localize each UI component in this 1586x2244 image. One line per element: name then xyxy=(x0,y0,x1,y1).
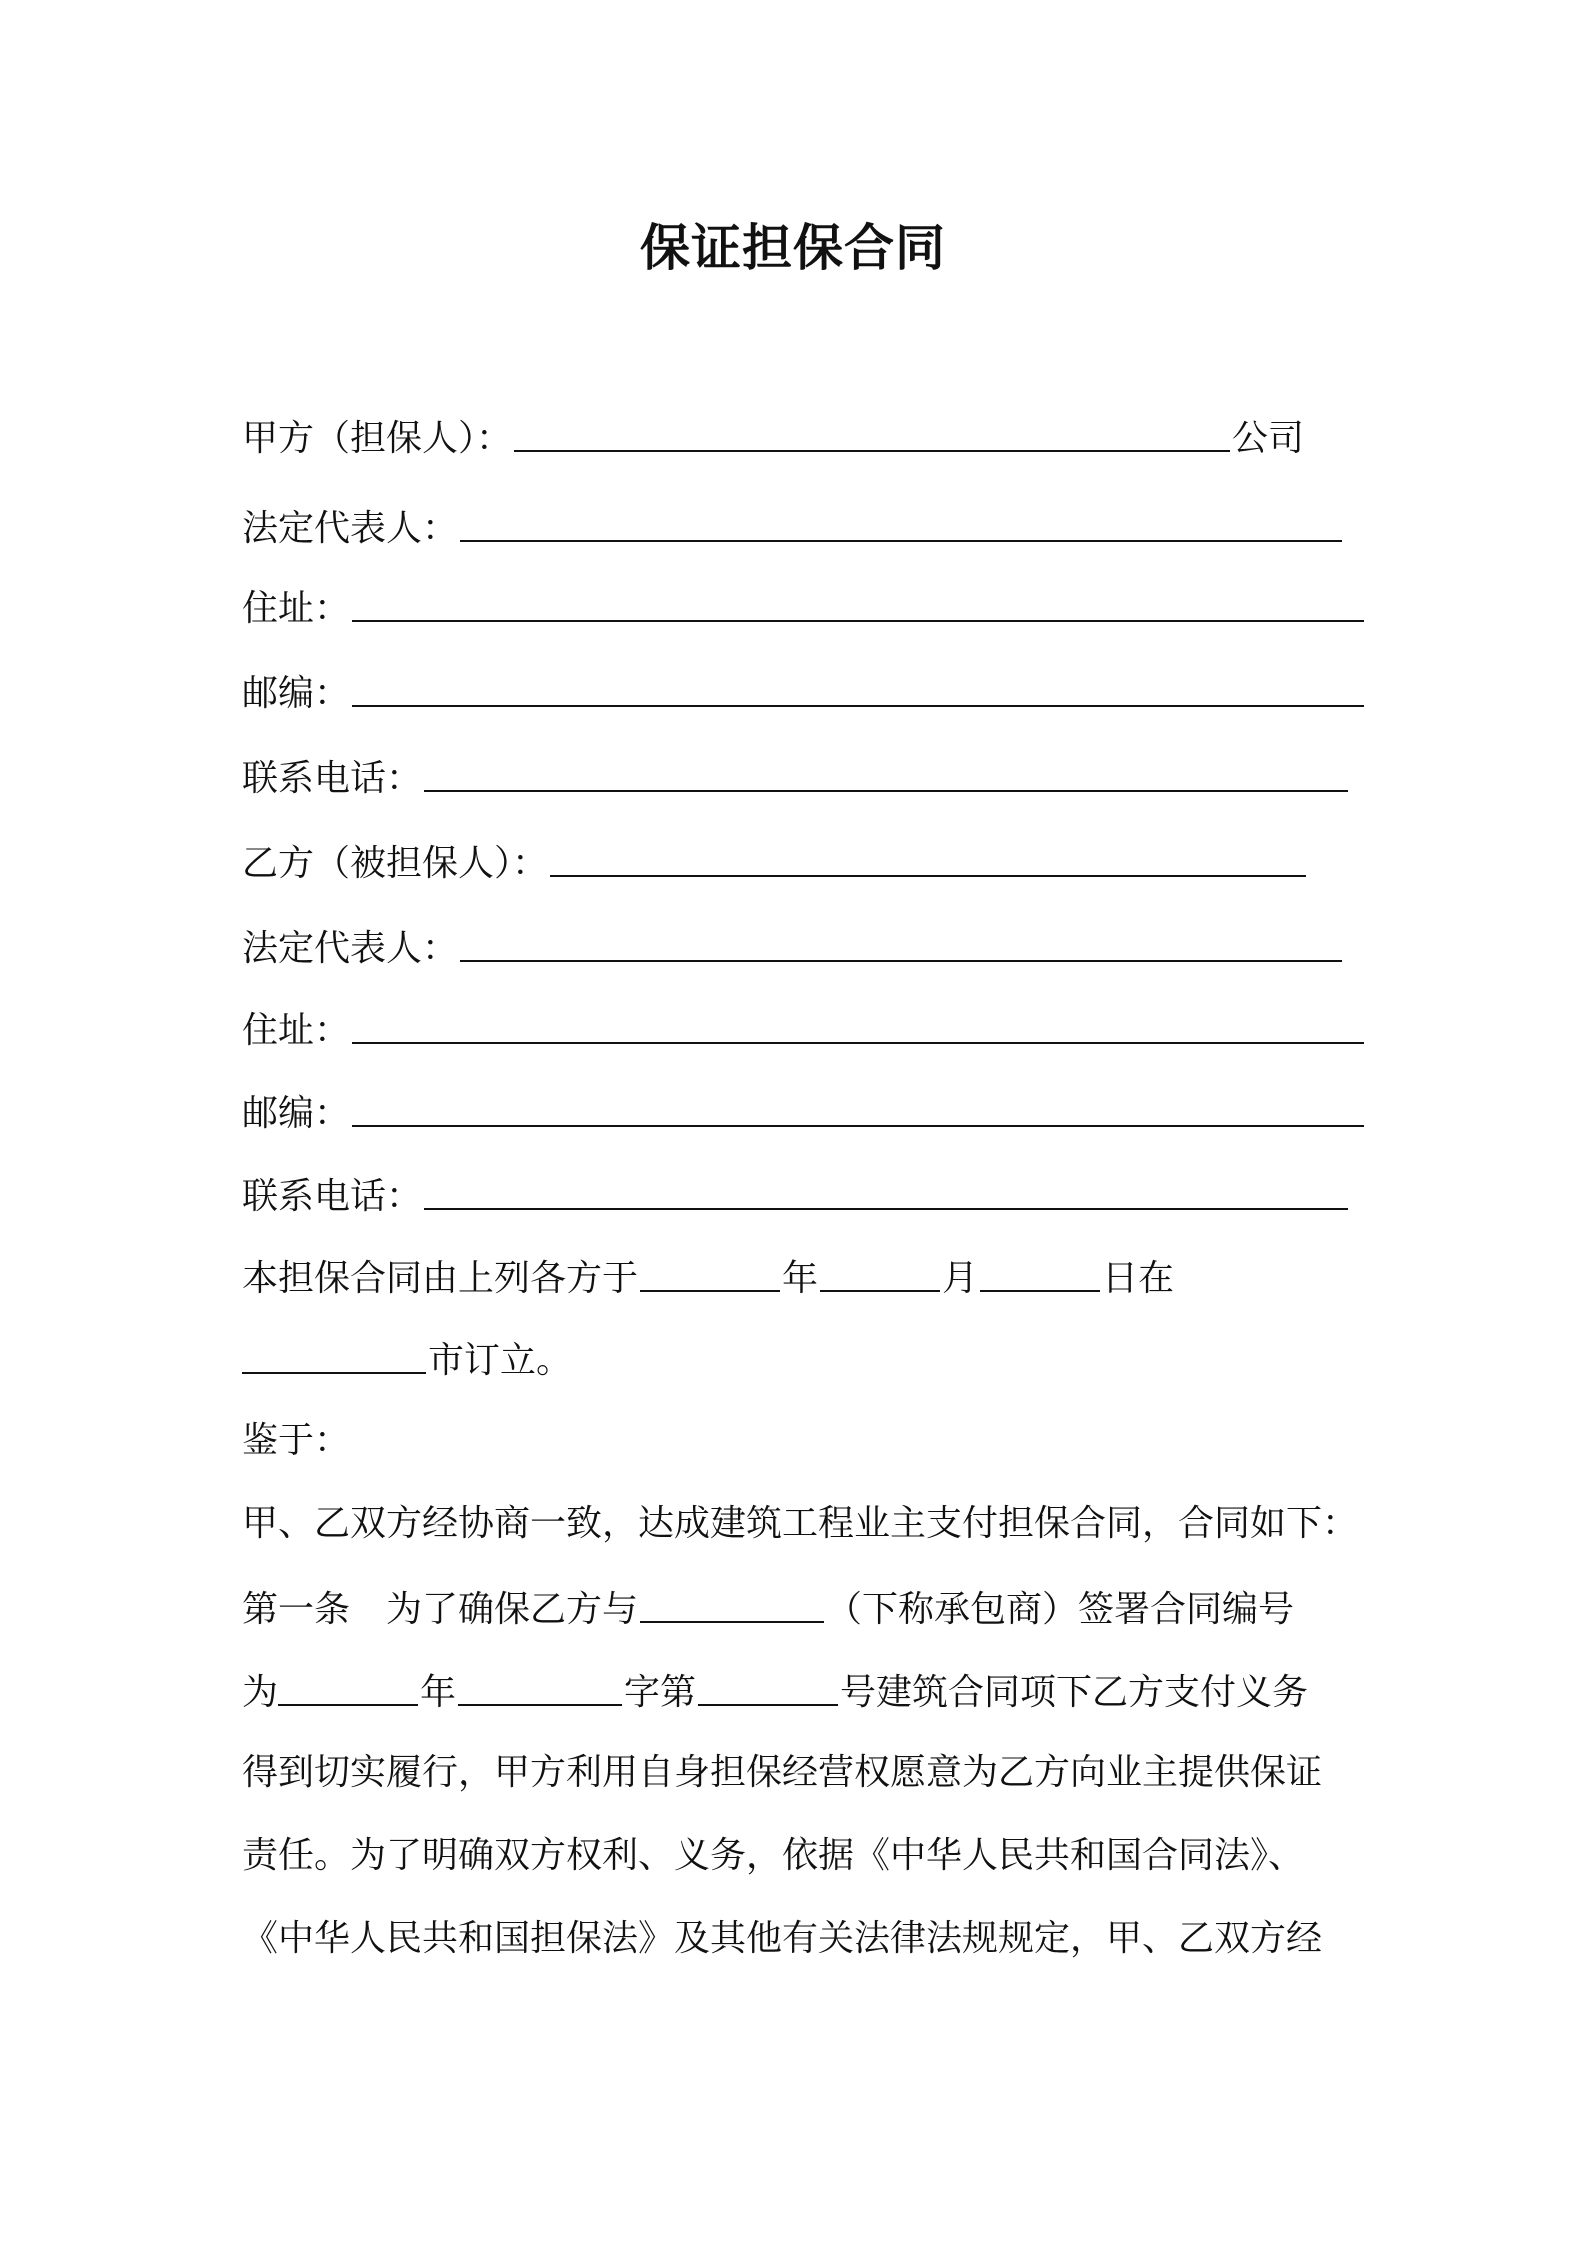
party-b-legal-rep-label: 法定代表人： xyxy=(242,928,459,969)
article-1-line-2 xyxy=(242,1662,1308,1718)
signing-day-blank xyxy=(980,1250,1100,1292)
signing-month-label: 月 xyxy=(942,1258,979,1299)
signing-year-label: 年 xyxy=(782,1258,819,1299)
party-b-phone-blank xyxy=(424,1168,1348,1210)
party-a-line xyxy=(242,408,1304,464)
party-a-address-line xyxy=(242,578,1366,634)
party-b-blank xyxy=(550,835,1306,877)
party-b-line xyxy=(242,833,1308,889)
party-a-address-blank xyxy=(352,580,1364,622)
party-a-phone-blank xyxy=(424,750,1348,792)
article-1-line-3 xyxy=(242,1745,1322,1801)
party-b-address-blank xyxy=(352,1002,1364,1044)
contractor-blank xyxy=(640,1581,824,1623)
party-a-postcode-line xyxy=(242,663,1366,719)
article-1-line-1 xyxy=(242,1579,1294,1635)
article-1-line-5-text: 《中华人民共和国担保法》及其他有关法律法规规定，甲、乙双方经 xyxy=(242,1918,1323,1959)
article-1-text-a: 为了确保乙方与 xyxy=(386,1589,639,1630)
signing-prefix: 本担保合同由上列各方于 xyxy=(242,1258,639,1299)
signing-line xyxy=(242,1248,1174,1304)
signing-city-blank xyxy=(242,1332,426,1374)
party-a-postcode-blank xyxy=(352,665,1364,707)
party-a-phone-label: 联系电话： xyxy=(242,758,423,799)
article-1-text-b: （下称承包商）签署合同编号 xyxy=(826,1589,1295,1630)
contract-year-blank xyxy=(278,1664,418,1706)
article-1-line-4 xyxy=(242,1828,1304,1884)
article-1-heading: 第一条 xyxy=(242,1589,351,1630)
article-1-text-d: 年 xyxy=(420,1672,457,1713)
contract-number-blank xyxy=(698,1664,838,1706)
signing-city-line xyxy=(242,1330,572,1386)
party-a-legal-rep-line xyxy=(242,498,1344,554)
party-b-label: 乙方（被担保人）： xyxy=(242,843,549,884)
article-1-line-4-text: 责任。为了明确双方权利、义务，依据《中华人民共和国合同法》、 xyxy=(242,1835,1305,1876)
party-a-blank xyxy=(514,410,1230,452)
signing-city-label: 市订立。 xyxy=(428,1340,573,1381)
article-1-line-5 xyxy=(242,1911,1322,1967)
party-a-phone-line xyxy=(242,748,1350,804)
signing-month-blank xyxy=(820,1250,940,1292)
party-a-label: 甲方（担保人）： xyxy=(242,418,513,459)
contract-code-blank xyxy=(458,1664,622,1706)
party-a-postcode-label: 邮编： xyxy=(242,673,351,714)
party-b-postcode-blank xyxy=(352,1085,1364,1127)
party-b-postcode-label: 邮编： xyxy=(242,1093,351,1134)
party-b-postcode-line xyxy=(242,1083,1366,1139)
article-1-text-e: 字第 xyxy=(624,1672,697,1713)
signing-year-blank xyxy=(640,1250,780,1292)
paragraph-1 xyxy=(242,1496,1358,1552)
party-b-legal-rep-line xyxy=(242,918,1344,974)
party-b-legal-rep-blank xyxy=(460,920,1342,962)
signing-day-label: 日在 xyxy=(1102,1258,1175,1299)
party-a-legal-rep-blank xyxy=(460,500,1342,542)
party-a-suffix: 公司 xyxy=(1232,418,1305,459)
article-1-text-c: 为 xyxy=(242,1672,279,1713)
article-1-text-f: 号建筑合同项下乙方支付义务 xyxy=(840,1672,1309,1713)
whereas-label: 鉴于： xyxy=(242,1420,351,1461)
party-b-phone-label: 联系电话： xyxy=(242,1176,423,1217)
party-b-phone-line xyxy=(242,1166,1350,1222)
party-b-address-line xyxy=(242,1000,1366,1056)
party-a-address-label: 住址： xyxy=(242,588,351,629)
document-title: 保证担保合同 xyxy=(640,219,946,277)
paragraph-1-text: 甲、乙双方经协商一致，达成建筑工程业主支付担保合同，合同如下： xyxy=(242,1503,1359,1544)
whereas-line xyxy=(242,1413,350,1469)
article-1-line-3-text: 得到切实履行，甲方利用自身担保经营权愿意为乙方向业主提供保证 xyxy=(242,1752,1323,1793)
party-a-legal-rep-label: 法定代表人： xyxy=(242,508,459,549)
party-b-address-label: 住址： xyxy=(242,1010,351,1051)
